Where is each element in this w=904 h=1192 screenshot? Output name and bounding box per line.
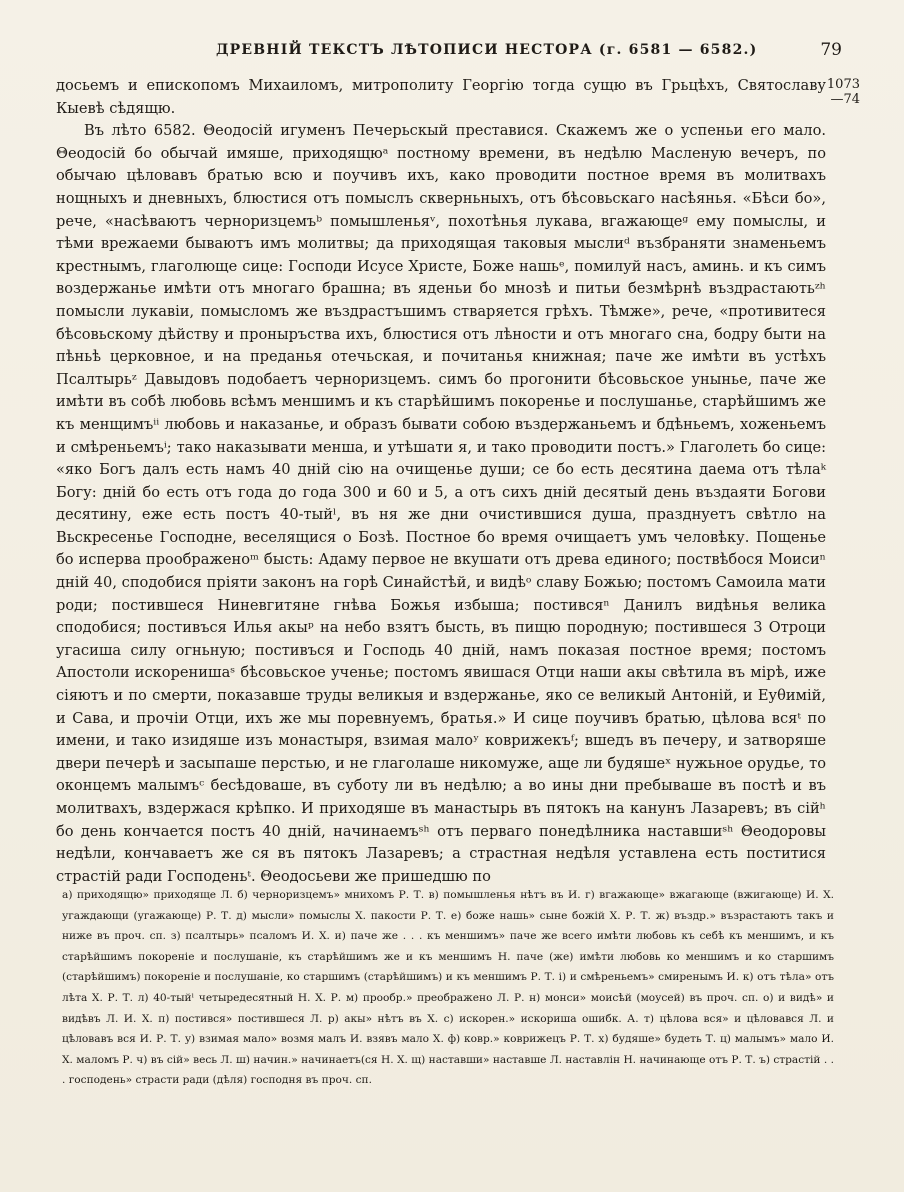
margin-year-note: 1073 —74 [826,77,860,107]
paragraph-continuation: досьемъ и епископомъ Михаиломъ, митрополиту Георгію тогда сущю въ Грьцѣхъ, Святославу Кыевѣ сѣдящю. [56,77,826,117]
main-text [56,75,826,888]
footnotes-text: а) приходящю» приходяще Л. б) черноризцемъ» мнихомъ Р. Т. в) помышленья нѣтъ въ И. г) вгажающе» вжагающе (вжигающе) И. Х. угаждающи (угажающе) Р. Т. д) мысли» помыслы Х. пакости Р. Т. е) боже нашь» сыне божій Х. Р. Т. ж) въздр.» възрастаютъ такъ и ниже въ проч. сп. з) псалтырь» псаломъ И. Х. и) паче же . . . къ меншимъ» паче же всего имѣти любовь къ себѣ къ меншимъ, и къ старѣйшимъ покореніе и послушаніе, къ старѣйшимъ же и къ меншимъ Н. паче (же) имѣти любовь ко меншимъ и ко старшимъ (старѣйшимъ) покореніе и послушаніе, ко старшимъ (старѣйшимъ) и къ меншимъ Р. Т. і) и смѣреньемъ» смиренымъ И. к) отъ тѣла» отъ лѣта Х. Р. Т. л) 40-тыйˡ четыредесятный Н. Х. Р. м) прообр.» преображено Л. Р. н) монси» моисѣй (моусей) въ проч. сп. о) и видѣ» и видѣвъ Л. И. Х. п) постився» постившеся Л. р) акы» нѣтъ въ Х. с) искорен.» искориша ошибк. А. т) цѣлова вся» и цѣловався Л. и цѣловавъ вся И. Р. Т. у) взимая мало» возмя малъ И. взявъ мало Х. ф) ковр.» коврижецъ Р. Т. х) будяше» будеть Т. ц) малымъ» мало И. Х. маломъ Р. ч) въ сій» весь Л. ш) начин.» начинаетъ(ся Н. Х. щ) наставши» наставше Л. наставлін Н. начинающе отъ Р. Т. ъ) страстій . . . господень» страсти ради (дѣля) господня въ проч. сп. [62,889,834,1087]
paragraph-6582: Въ лѣто 6582. Θеодосій игуменъ Печерьскый преставися. Скажемъ же о успеньи его мало. Θеодосій бо обычай имяше, приходящюᵃ постному времени, въ недѣлю Масленую вечеръ, по обычаю цѣловавъ братью всю и поучивъ ихъ, како проводити постное время въ молитвахъ нощныхъ и дневныхъ, блюстися отъ помыслъ скверньныхъ, отъ бѣсовьскаго насѣянья. «Бѣси бо», рече, «насѣваютъ черноризцемъᵇ помышленьяᵛ, похотѣнья лукава, вгажающеᵍ ему помыслы, и тѣми врежаеми бываютъ имъ молитвы; да приходящая таковыя мыслиᵈ възбраняти знаменьемъ крестнымъ, глаголюще сице: Господи Исусе Христе, Боже нашьᵉ, помилуй насъ, аминь. и къ симъ воздержанье имѣти отъ многаго брашна; въ яденьи бо мнозѣ и питьи безмѣрнѣ въздрастаютьᶻʰ помысли лукавіи, помысломъ же въздрастъшимъ стваряется грѣхъ. Тѣмже», рече, «противитеся бѣсовьскому дѣйству и проныръства ихъ, блюстися отъ лѣности и отъ многаго сна, бодру быти на пѣньѣ церковное, и на преданья отечьская, и почитанья книжная; паче же имѣти въ устѣхъ Псалтырьᶻ Давыдовъ подобаетъ черноризцемъ. симъ бо прогонити бѣсовьское уныньe, паче же имѣти въ собѣ любовь всѣмъ меншимъ и къ старѣйшимъ покореньe и послушаньe, старѣйшимъ же къ менщимъⁱⁱ любовь и наказаньe, и образъ бывати собою въздержаньемъ и бдѣньемъ, хоженьемъ и смѣреньемъⁱ; тако наказывати менша, и утѣшати я, и тако проводити постъ.» Глаголеть бо сице: «яко Богъ далъ есть намъ 40 дній сію на очищенье души; се бо есть десятина даема отъ тѣлаᵏ Богу: дній бо есть отъ года до года 300 и 60 и 5, а отъ сихъ дній десятый день въздаяти Богови десятину, еже есть постъ 40-тыйˡ, въ ня же дни очистившися душа, празднуетъ свѣтло на Вьскресенье Господне, веселящися о Бозѣ. Постное бо время очищаетъ умъ человѣку. Пощенье бо исперва проображеноᵐ бысть: Адаму первое не вкушати отъ древа единого; поствѣбося Моисиⁿ дній 40, сподобися пріяти законъ на горѣ Синайстѣй, и видѣᵒ славу Божью; постомъ Самоила мати роди; постившеся Ниневгитяне гнѣва Божья избыша; постивсяⁿ Данилъ видѣнья велика сподобися; постивъся Илья акыᵖ на небо взятъ бысть, въ пищю породную; постившеся 3 Отроци угасиша силу огньную; постивъся и Господь 40 дній, намъ показая постное время; постомъ Апостоли искоренишаˢ бѣсовьское ученье; постомъ явишася Отци наши акы свѣтила въ мірѣ, иже сіяютъ и по смерти, показавше труды великыя и вздержанье, яко се великый Антоній, и Еуθимій, и Сава, и прочіи Отци, ихъ же мы поревнуемъ, братья.» И сице поучивъ братью, цѣлова всяᵗ по имени, и тако изидяше изъ монастыря, взимая малоʸ коврижекъᶠ; вшедъ въ печеру, и затворяше двери печерѣ и засыпаше перстью, и не глаголаше никомуже, аще ли будяшеˣ нужьное орудье, то оконцемъ малымъᶜ бесѣдоваше, въ суботу ли въ недѣлю; а во ины дни пребываше въ постѣ и въ молитвахъ, вздержася крѣпко. И приходяше въ манастырь въ пятокъ на канунъ Лазаревъ; въ сійʰ бо день кончается постъ 40 дній, начинаемъˢʰ отъ перваго понедѣлника наставшиˢʰ Θеодоровы недѣли, кончаваетъ же ся въ пятокъ Лазаревъ; а страстная недѣля уставлена есть поститися страстій ради Господеньᵗ. Θеодосьеви же пришедшю по [56,122,826,885]
header-title: ДРЕВНІЙ ТЕКСТЪ ЛѢТОПИСИ НЕСТОРА (г. 6581 — 6582.) [216,42,758,58]
footnotes [62,885,834,1091]
page-number: 79 [820,40,842,60]
footnote-separator [60,866,830,867]
running-header [56,40,844,62]
